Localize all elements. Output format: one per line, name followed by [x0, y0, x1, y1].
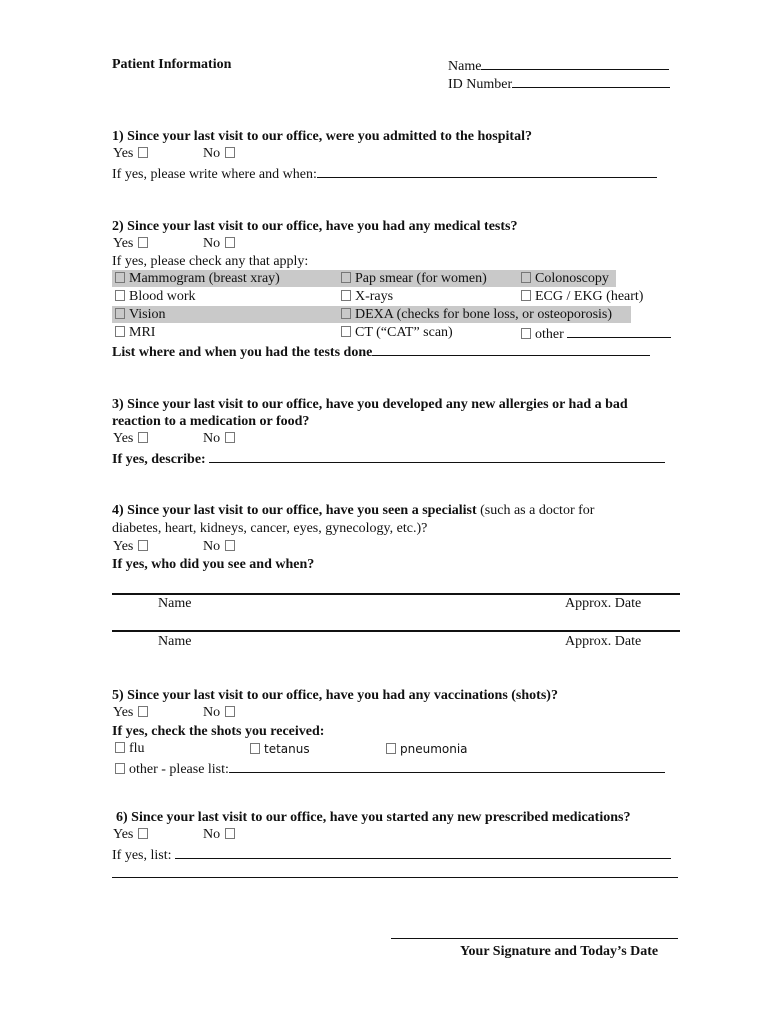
- no-label: No: [203, 539, 221, 554]
- q1-yes-option[interactable]: [113, 145, 152, 163]
- specialist-date-label: Approx. Date: [565, 596, 642, 611]
- checkbox-icon[interactable]: [225, 147, 235, 158]
- q2-yes-option[interactable]: [113, 235, 152, 253]
- q2-list-blank[interactable]: [372, 342, 650, 356]
- question-4-line-2: diabetes, heart, kidneys, cancer, eyes, gynecology, etc.)?: [112, 521, 428, 536]
- question-2: 2) Since your last visit to our office, have you had any medical tests?: [112, 219, 518, 234]
- test-blood-work[interactable]: [114, 288, 196, 306]
- checkbox-icon[interactable]: [115, 763, 125, 774]
- specialist-date-label: Approx. Date: [565, 634, 642, 649]
- q1-answer-blank[interactable]: [317, 164, 657, 178]
- id-number-field[interactable]: [448, 74, 670, 94]
- signature-label: Your Signature and Today’s Date: [460, 944, 659, 959]
- q2-instruction: If yes, please check any that apply:: [112, 254, 309, 269]
- q6-list-blank[interactable]: [175, 845, 671, 859]
- checkbox-icon[interactable]: [115, 308, 125, 319]
- name-label: Name: [448, 59, 482, 74]
- q6-extra-line[interactable]: [112, 877, 678, 878]
- name-field[interactable]: [448, 56, 669, 76]
- shot-label: tetanus: [264, 742, 310, 756]
- checkbox-icon[interactable]: [115, 290, 125, 301]
- shot-pneumonia[interactable]: [385, 740, 468, 758]
- checkbox-icon[interactable]: [225, 706, 235, 717]
- checkbox-icon[interactable]: [138, 432, 148, 443]
- checkbox-icon[interactable]: [225, 237, 235, 248]
- other-test-blank[interactable]: [567, 324, 671, 338]
- q3-describe[interactable]: [112, 449, 665, 469]
- no-label: No: [203, 705, 221, 720]
- specialist-row-rule: [112, 630, 680, 632]
- checkbox-icon[interactable]: [225, 540, 235, 551]
- question-4-rest: (such as a doctor for: [476, 503, 595, 518]
- checkbox-icon[interactable]: [521, 290, 531, 301]
- checkbox-icon[interactable]: [138, 147, 148, 158]
- checkbox-icon[interactable]: [138, 706, 148, 717]
- checkbox-icon[interactable]: [250, 743, 260, 754]
- specialist-name-label: Name: [158, 634, 192, 649]
- q2-no-option[interactable]: [203, 235, 239, 253]
- checkbox-icon[interactable]: [341, 326, 351, 337]
- q1-followup-label: If yes, please write where and when:: [112, 167, 317, 182]
- test-label: X-rays: [355, 289, 394, 304]
- test-mammogram[interactable]: [114, 270, 280, 288]
- checkbox-icon[interactable]: [225, 828, 235, 839]
- test-x-rays[interactable]: [340, 288, 393, 306]
- id-number-blank[interactable]: [512, 74, 670, 88]
- question-6: 6) Since your last visit to our office, have you started any new prescribed medications?: [116, 810, 631, 825]
- test-label: Mammogram (breast xray): [129, 271, 280, 286]
- checkbox-icon[interactable]: [521, 328, 531, 339]
- specialist-name-label: Name: [158, 596, 192, 611]
- shot-other-blank[interactable]: [229, 759, 665, 773]
- q1-followup[interactable]: [112, 164, 657, 184]
- id-number-label: ID Number: [448, 77, 513, 92]
- q3-no-option[interactable]: [203, 430, 239, 448]
- yes-label: Yes: [113, 539, 134, 554]
- q5-no-option[interactable]: [203, 704, 239, 722]
- q3-yes-option[interactable]: [113, 430, 152, 448]
- test-ecg[interactable]: [520, 288, 643, 306]
- q3-describe-label: If yes, describe:: [112, 452, 206, 467]
- q5-yes-option[interactable]: [113, 704, 152, 722]
- checkbox-icon[interactable]: [341, 308, 351, 319]
- checkbox-icon[interactable]: [341, 272, 351, 283]
- no-label: No: [203, 146, 221, 161]
- test-dexa[interactable]: [340, 306, 612, 324]
- q6-list-label: If yes, list:: [112, 848, 172, 863]
- question-5: 5) Since your last visit to our office, have you had any vaccinations (shots)?: [112, 688, 558, 703]
- checkbox-icon[interactable]: [138, 540, 148, 551]
- q5-check-label: If yes, check the shots you received:: [112, 724, 325, 739]
- checkbox-icon[interactable]: [521, 272, 531, 283]
- question-4-line-1: [112, 502, 594, 520]
- no-label: No: [203, 827, 221, 842]
- q6-list[interactable]: [112, 845, 671, 865]
- q4-yes-option[interactable]: [113, 538, 152, 556]
- shot-flu[interactable]: [114, 740, 145, 758]
- yes-label: Yes: [113, 827, 134, 842]
- test-vision[interactable]: [114, 306, 166, 324]
- q6-yes-option[interactable]: [113, 826, 152, 844]
- q2-list-tests[interactable]: [112, 342, 650, 362]
- yes-label: Yes: [113, 431, 134, 446]
- test-mri[interactable]: [114, 324, 155, 342]
- yes-label: Yes: [113, 236, 134, 251]
- test-pap-smear[interactable]: [340, 270, 487, 288]
- yes-label: Yes: [113, 146, 134, 161]
- test-label: Blood work: [129, 289, 196, 304]
- checkbox-icon[interactable]: [386, 743, 396, 754]
- question-4-bold: 4) Since your last visit to our office, have you seen a specialist: [112, 503, 477, 518]
- name-blank[interactable]: [481, 56, 669, 70]
- shot-label: pneumonia: [400, 742, 468, 756]
- question-3-line-1: 3) Since your last visit to our office, have you developed any new allergies or had a bad: [112, 397, 628, 412]
- no-label: No: [203, 236, 221, 251]
- checkbox-icon[interactable]: [138, 828, 148, 839]
- q6-no-option[interactable]: [203, 826, 239, 844]
- shot-label: flu: [129, 741, 145, 756]
- checkbox-icon[interactable]: [341, 290, 351, 301]
- test-label: CT (“CAT” scan): [355, 325, 453, 340]
- signature-line[interactable]: [391, 938, 678, 939]
- q3-describe-blank[interactable]: [209, 449, 665, 463]
- test-other[interactable]: [520, 324, 671, 344]
- test-colonoscopy[interactable]: [520, 270, 609, 288]
- q4-followup: If yes, who did you see and when?: [112, 557, 315, 572]
- checkbox-icon[interactable]: [115, 326, 125, 337]
- test-label: other: [535, 327, 564, 342]
- test-label: MRI: [129, 325, 156, 340]
- test-label: Colonoscopy: [535, 271, 609, 286]
- shot-other-label: other - please list:: [129, 762, 229, 777]
- checkbox-icon[interactable]: [115, 742, 125, 753]
- page-title: Patient Information: [112, 57, 232, 72]
- checkbox-icon[interactable]: [138, 237, 148, 248]
- checkbox-icon[interactable]: [225, 432, 235, 443]
- test-label: Pap smear (for women): [355, 271, 487, 286]
- q2-list-label: List where and when you had the tests done: [112, 345, 373, 360]
- shot-tetanus[interactable]: [249, 740, 310, 758]
- shot-other[interactable]: [114, 759, 665, 779]
- question-3-line-2: reaction to a medication or food?: [112, 414, 310, 429]
- test-label: DEXA (checks for bone loss, or osteoporosis): [355, 307, 613, 322]
- test-label: ECG / EKG (heart): [535, 289, 644, 304]
- test-label: Vision: [129, 307, 166, 322]
- test-ct[interactable]: [340, 324, 453, 342]
- q1-no-option[interactable]: [203, 145, 239, 163]
- checkbox-icon[interactable]: [115, 272, 125, 283]
- no-label: No: [203, 431, 221, 446]
- q4-no-option[interactable]: [203, 538, 239, 556]
- question-1: 1) Since your last visit to our office, were you admitted to the hospital?: [112, 129, 532, 144]
- yes-label: Yes: [113, 705, 134, 720]
